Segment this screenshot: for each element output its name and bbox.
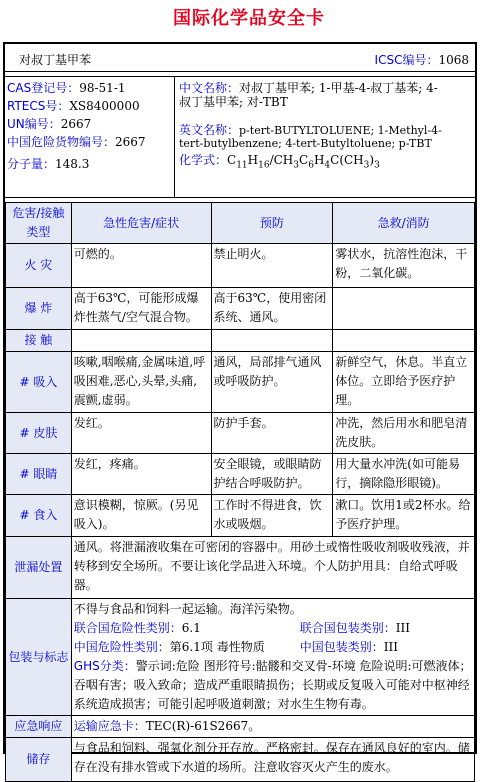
- en-name-line1: 英文名称：p-tert-BUTYLTOLUENE; 1-Methyl-4-: [179, 123, 442, 137]
- row-label-spill: 泄漏处置: [6, 537, 72, 599]
- row-eye: [6, 454, 475, 495]
- cn-name-line2: 叔丁基甲苯; 对-TBT: [179, 95, 288, 109]
- cn-dangerous-goods-number: 中国危险货物编号：2667: [7, 135, 146, 149]
- hazard-table: [5, 202, 475, 782]
- un-hazard-class: 联合国危险性类别：6.1: [73, 621, 201, 635]
- cn-name-line1: 中文名称：对叔丁基甲苯; 1-甲基-4-叔丁基苯; 4-: [179, 81, 438, 95]
- names-right: [175, 77, 475, 198]
- table-header-row: [6, 203, 475, 244]
- row-spill: [6, 537, 475, 599]
- packaging-content: [71, 599, 474, 716]
- inhalation-aid: 新鲜空气，休息。半直立体位。立即给予医疗护理。: [333, 352, 475, 413]
- row-label-contact: 接 触: [6, 330, 72, 352]
- row-contact: [6, 330, 475, 352]
- fire-aid: 雾状水，抗溶性泡沫，干粉，二氧化碳。: [333, 244, 475, 288]
- fire-hazard: 可燃的。: [71, 244, 211, 288]
- row-label-storage: 储存: [6, 738, 72, 782]
- card-header: [5, 44, 475, 72]
- chemical-name: 对叔丁基甲苯: [19, 53, 92, 67]
- ingestion-hazard: 意识模糊，惊厥。(另见吸入)。: [71, 495, 211, 537]
- safety-card: [3, 42, 477, 774]
- col-header-prevention: 预防: [211, 203, 333, 244]
- skin-prevention: 防护手套。: [211, 413, 333, 454]
- skin-hazard: 发红。: [71, 413, 211, 454]
- explosion-hazard: 高于63℃，可能形成爆炸性蒸气/空气混合物。: [71, 288, 211, 330]
- eye-hazard: 发红，疼痛。: [71, 454, 211, 495]
- packaging-transport-note: 不得与食品和饲料一起运输。海洋污染物。: [73, 602, 302, 616]
- cas-number: CAS登记号：98-51-1: [7, 81, 126, 95]
- eye-aid: 用大量水冲洗(如可能易行，摘除隐形眼镜)。: [333, 454, 475, 495]
- row-label-packaging: 包装与标志: [6, 599, 72, 716]
- row-label-explosion: 爆 炸: [6, 288, 72, 330]
- identification-block: [5, 76, 475, 198]
- row-label-inhalation: # 吸入: [6, 352, 72, 413]
- row-label-skin: # 皮肤: [6, 413, 72, 454]
- col-header-type: 危害/接触类型: [6, 203, 72, 244]
- cn-hazard-class: 中国危险性类别：第6.1项 毒性物质: [73, 640, 265, 654]
- row-emergency: [6, 716, 475, 738]
- contact-hazard: [71, 330, 211, 352]
- ingestion-aid: 漱口。饮用1或2杯水。给予医疗护理。: [333, 495, 475, 537]
- explosion-aid: [333, 288, 475, 330]
- row-inhalation: [6, 352, 475, 413]
- ghs-classification: GHS分类：警示词:危险 图形符号:骷髅和交叉骨-环境 危险说明:可燃液体；吞咽有害；吸入致命；造成严重眼睛损伤；长期或反复吸入可能对中枢神经系统造成损害；可能引起呼吸道刺激；对水生生物有毒。: [73, 659, 472, 711]
- storage-text: 与食品和饲料、强氧化剂分开存放。严格密封。保存在通风良好的室内。储存在没有排水管或下水道的场所。注意收容灭火产生的废水。: [71, 738, 474, 782]
- inhalation-prevention: 通风，局部排气通风或呼吸防护。: [211, 352, 333, 413]
- identifiers-left: [5, 77, 175, 198]
- row-label-fire: 火 灾: [6, 244, 72, 288]
- contact-aid: [333, 330, 475, 352]
- row-ingestion: [6, 495, 475, 537]
- spill-text: 通风。将泄漏液收集在可密闭的容器中。用砂土或惰性吸收剂吸收残液，并转移到安全场所。不要让该化学品进入环境。个人防护用具：自给式呼吸器。: [71, 537, 474, 599]
- row-packaging: [6, 599, 475, 716]
- col-header-first-aid: 急救/消防: [333, 203, 475, 244]
- rtecs-number: RTECS号：XS8400000: [7, 99, 140, 113]
- un-packing-group: 联合国包装类别：III: [299, 621, 411, 635]
- en-name-line2: tert-butylbenzene; 4-tert-Butyltoluene; p-TBT: [179, 137, 432, 150]
- row-explosion: [6, 288, 475, 330]
- contact-prevention: [211, 330, 333, 352]
- ingestion-prevention: 工作时不得进食，饮水或吸烟。: [211, 495, 333, 537]
- icsc-number: ICSC编号：1068: [374, 53, 469, 67]
- inhalation-hazard: 咳嗽,咽喉痛,金属味道,呼吸困难,恶心,头晕,头痛,震颤,虚弱。: [71, 352, 211, 413]
- page-title: 国际化学品安全卡: [173, 8, 325, 29]
- row-skin: [6, 413, 475, 454]
- col-header-hazard: 急性危害/症状: [71, 203, 211, 244]
- row-label-emergency: 应急响应: [6, 716, 72, 738]
- row-label-ingestion: # 食入: [6, 495, 72, 537]
- cn-packing-group: 中国包装类别：III: [299, 640, 399, 654]
- emergency-card: 运输应急卡：TEC(R)-61S2667。: [71, 716, 474, 738]
- skin-aid: 冲洗，然后用水和肥皂清洗皮肤。: [333, 413, 475, 454]
- chemical-formula: 化学式：$C_{11}H_{16}/CH_3C_6H_4C(CH_3)_3$: [179, 153, 380, 171]
- row-label-eye: # 眼睛: [6, 454, 72, 495]
- explosion-prevention: 高于63℃，使用密闭系统、通风。: [211, 288, 333, 330]
- packaging-class-grid: [74, 619, 472, 657]
- row-storage: [6, 738, 475, 782]
- fire-prevention: 禁止明火。: [211, 244, 333, 288]
- un-number: UN编号：2667: [7, 117, 92, 131]
- molecular-weight: 分子量：148.3: [7, 157, 90, 171]
- eye-prevention: 安全眼镜，或眼睛防护结合呼吸防护。: [211, 454, 333, 495]
- row-fire: [6, 244, 475, 288]
